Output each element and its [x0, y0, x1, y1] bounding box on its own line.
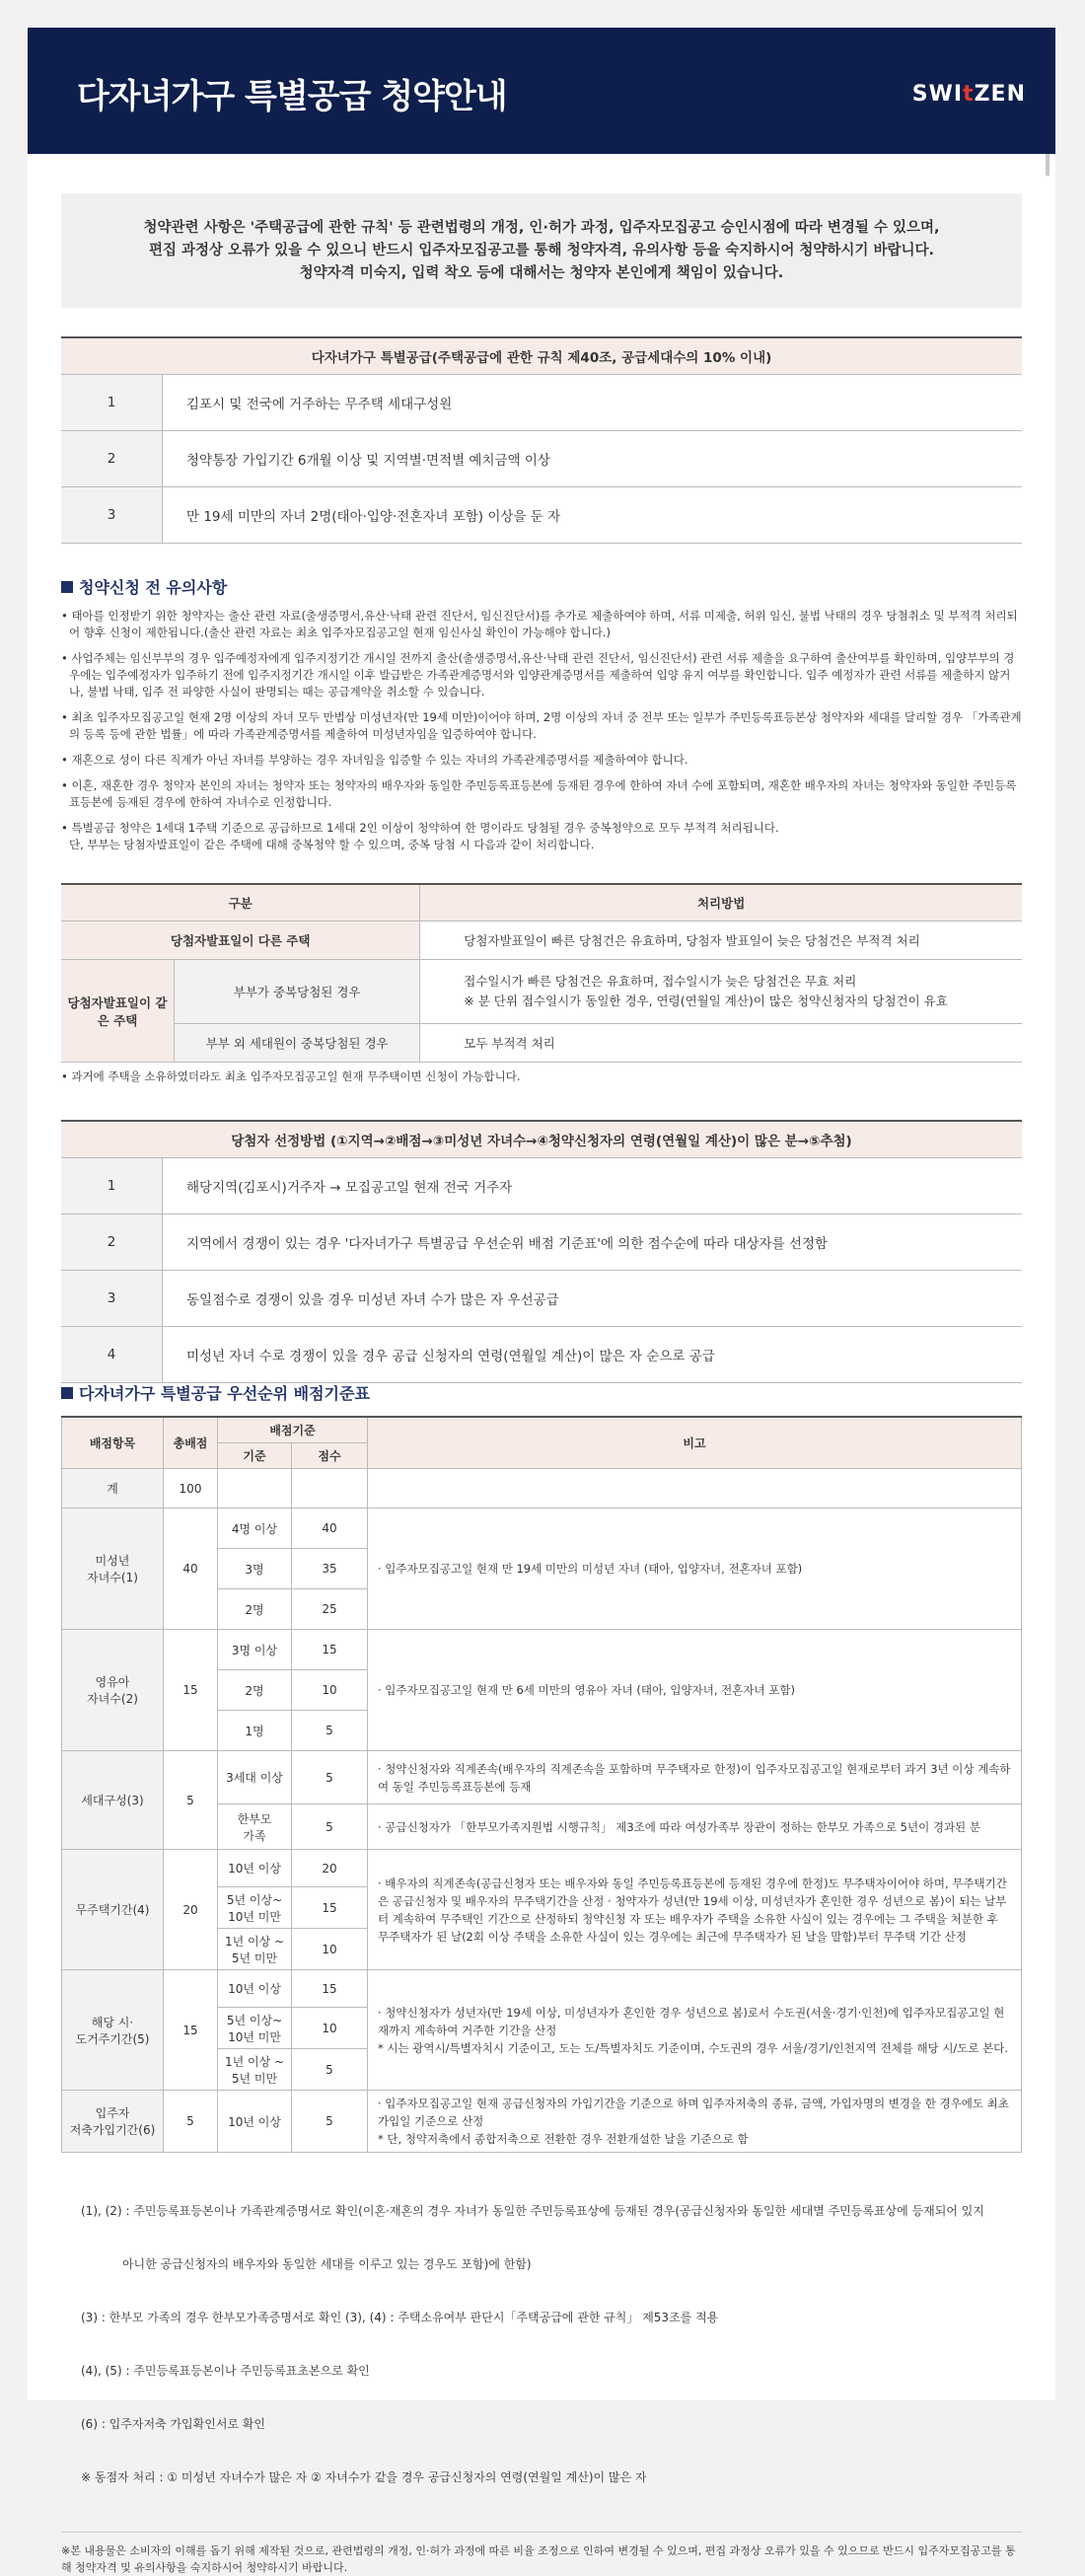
- table-row: 2 청약통장 가입기간 6개월 이상 및 지역별·면적별 예치금액 이상: [61, 431, 1022, 487]
- list-item: • 최초 입주자모집공고일 현재 2명 이상의 자녀 모두 만법상 미성년자(만 19세 미만)이어야 하며, 2명 이상의 자녀 중 전부 또는 일부가 주민등록표등본상 청약자와 세대를 달리할 경우 「가족관계의 등록 등에 관한 법률」에 따라 가족관계증명서를 제출하여 미성년자임을 입증하여야 합니다.: [61, 710, 1022, 741]
- table-row: 계 100: [62, 1469, 1022, 1509]
- score-table: 배점항목 총배점 배점기준 비고 기준 점수 계 100 미성년 자녀수(1) 40 4명 이상 40 · 입주자모집공고일 현재 만 19세 미만의 미성년 자녀 (태아, 입양자녀, 전혼자녀 포함) 3명 35 2명 25 영유아 자녀수(2) 15 3명 이상 15 · 입주자모집공고일 현재 만 6세 미만의 영유아 자녀 (태아, 입양자녀, 전혼자녀 포함) 2명 10 1명 5 세대구성(3) 5 3세대 이상 5 · 청약신청자와 직계존속(배우자의 직계존속을 포함하며 무주택자로 한정)이 입주자모집공고일 현재로부터 과거 3년 이상 계속하여 동일 주민등록표등본에 등재 한부모 가족 5 · 공급신청자가 「한부모가족지원법 시행규칙」 제3조에 따라 여성가족부 장관이 정하는 한부모 가족으로 5년이 경과된 분 무주택기간(4) 20 10년 이상 20 · 배우자의 직계존속(공급신청자 또는 배우자와 동일 주민등록표등본에 등재된 경우에 한정)도 무주택자이어야 하며, 무주택기간은 공급신청자 및 배우자의 무주택기간을 산정 · 청약자가 성년(만 19세 이상, 미성년자가 혼인한 경우 성년으로 봄)이 되는 날부터 계속하여 무주택인 기간으로 산정하되 청약신청 자 또는 배우자가 주택을 소유한 사실이 있는 경우에는 그 주택을 처분한 후 무주택자가 된 날(2회 이상 주택을 소유한 사실이 있는 경우에는 최근에 무주택자가 된 날을 말함)부터 무주택 기간 산정 5년 이상~ 10년 미만 15 1년 이상 ~ 5년 미만 10 해당 시· 도거주기간(5) 15 10년 이상 15 · 청약신청자가 성년자(만 19세 이상, 미성년자가 혼인한 경우 성년으로 봄)로서 수도권(서울·경기·인천)에 입주자모집공고일 현재까지 계속하여 거주한 기간을 산정 * 시는 광역시/특별자치시 기준이고, 도는 도/특별자치도 기준이며, 수도권의 경우 서울/경기/인천지역 전체를 해당 시/도로 본다. 5년 이상~ 10년 미만 10 1년 이상 ~ 5년 미만 5 입주자 저축가입기간(6) 5 10년 이상 5 · 입주자모집공고일 현재 공급신청자의 가입기간을 기준으로 하며 입주자저축의 종류, 금액, 가입자명의 변경을 한 경우에도 최초 가입일 기준으로 산정 * 단, 청약저축에서 종합저축으로 전환한 경우 전환개설한 날을 기준으로 함: [61, 1416, 1022, 2153]
- table-row: 당첨자발표일이 같은 주택 부부가 중복당첨된 경우 접수일시가 빠른 당첨건은 유효하며, 접수일시가 늦은 당첨건은 무효 처리 ※ 분 단위 접수일시가 동일한 경우, 연령(연월일 계산)이 많은 청약신청자의 당첨건이 유효: [61, 960, 1022, 1024]
- table-row: 입주자 저축가입기간(6) 5 10년 이상 5 · 입주자모집공고일 현재 공급신청자의 가입기간을 기준으로 하며 입주자저축의 종류, 금액, 가입자명의 변경을 한 경우에도 최초 가입일 기준으로 산정 * 단, 청약저축에서 종합저축으로 전환한 경우 전환개설한 날을 기준으로 함: [62, 2091, 1022, 2153]
- list-item: • 특별공급 청약은 1세대 1주택 기준으로 공급하므로 1세대 2인 이상이 청약하여 한 명이라도 당첨될 경우 중복청약으로 모두 부적격 처리됩니다. 단, 부부는 당첨자발표일이 같은 주택에 대해 중복청약 할 수 있으며, 중복 당첨 시 다음과 같이 처리합니다.: [61, 821, 779, 851]
- brand-logo: SWItZEN: [911, 82, 1026, 107]
- notice-line: 편집 과정상 오류가 있을 수 있으니 반드시 입주자모집공고를 통해 청약자격, 유의사항 등을 숙지하시어 청약하시기 바랍니다.: [148, 242, 935, 258]
- precaution-list: [61, 608, 1022, 853]
- table-row: 3 만 19세 미만의 자녀 2명(태아·입양·전혼자녀 포함) 이상을 둔 자: [61, 487, 1022, 544]
- square-bullet-icon: [61, 581, 73, 593]
- table-row: 3 동일점수로 경쟁이 있을 경우 미성년 자녀 수가 많은 자 우선공급: [61, 1271, 1022, 1327]
- table-row: 영유아 자녀수(2) 15 3명 이상 15 · 입주자모집공고일 현재 만 6세 미만의 영유아 자녀 (태아, 입양자녀, 전혼자녀 포함): [62, 1630, 1022, 1670]
- notice-box: [61, 193, 1022, 308]
- eligibility-section: [61, 336, 1022, 544]
- header-banner: [28, 28, 1055, 154]
- page: [28, 28, 1055, 2574]
- selection-section: [61, 1120, 1022, 1383]
- eligibility-title: 다자녀가구 특별공급(주택공급에 관한 규칙 제40조, 공급세대수의 10% 이내): [61, 337, 1022, 375]
- table-row: 미성년 자녀수(1) 40 4명 이상 40 · 입주자모집공고일 현재 만 19세 미만의 미성년 자녀 (태아, 입양자녀, 전혼자녀 포함): [62, 1509, 1022, 1549]
- duplicate-footnote: • 과거에 주택을 소유하였더라도 최초 입주자모집공고일 현재 무주택이면 신청이 가능합니다.: [61, 1069, 521, 1083]
- square-bullet-icon: [61, 1387, 73, 1399]
- table-row: 무주택기간(4) 20 10년 이상 20 · 배우자의 직계존속(공급신청자 또는 배우자와 동일 주민등록표등본에 등재된 경우에 한정)도 무주택자이어야 하며, 무주택기간은 공급신청자 및 배우자의 무주택기간을 산정 · 청약자가 성년(만 19세 이상, 미성년자가 혼인한 경우 성년으로 봄)이 되는 날부터 계속하여 무주택인 기간으로 산정하되 청약신청 자 또는 배우자가 주택을 소유한 사실이 있는 경우에는 그 주택을 처분한 후 무주택자가 된 날(2회 이상 주택을 소유한 사실이 있는 경우에는 최근에 무주택자가 된 날을 말함)부터 무주택 기간 산정: [62, 1850, 1022, 1887]
- table-row: 2 지역에서 경쟁이 있는 경우 '다자녀가구 특별공급 우선순위 배점 기준표'에 의한 점수순에 따라 대상자를 선정함: [61, 1214, 1022, 1271]
- notice-line: 청약자격 미숙지, 입력 착오 등에 대해서는 청약자 본인에게 책임이 있습니다.: [299, 264, 784, 281]
- table-row: 1 김포시 및 전국에 거주하는 무주택 세대구성원: [61, 375, 1022, 431]
- list-item: • 재혼으로 성이 다른 직계가 아닌 자녀를 부양하는 경우 자녀임을 입증할 수 있는 자녀의 가족관계증명서를 제출하여야 합니다.: [61, 753, 688, 767]
- page-title: 다자녀가구 특별공급 청약안내: [77, 77, 507, 116]
- precautions-section: [61, 575, 1022, 862]
- table-row: 해당 시· 도거주기간(5) 15 10년 이상 15 · 청약신청자가 성년자(만 19세 이상, 미성년자가 혼인한 경우 성년으로 봄)로서 수도권(서울·경기·인천)에 입주자모집공고일 현재까지 계속하여 거주한 기간을 산정 * 시는 광역시/특별자치시 기준이고, 도는 도/특별자치도 기준이며, 수도권의 경우 서울/경기/인천지역 전체를 해당 시/도로 본다.: [62, 1970, 1022, 2008]
- selection-table: [61, 1120, 1022, 1383]
- score-section: [61, 1381, 1022, 2576]
- score-notes: (1), (2) : 주민등록표등본이나 가족관계증명서로 확인(이혼·재혼의 경우 자녀가 동일한 주민등록표상에 등재된 경우(공급신청자와 동일한 세대별 주민등록표상에 등재되어 있지 아니한 공급신청자의 배우자와 동일한 세대를 이루고 있는 경우도 포함)에 한함) (3) : 한부모 가족의 경우 한부모가족증명서로 확인 (3), (4) : 주택소유여부 판단시「주택공급에 관한 규칙」 제53조를 적용 (4), (5) : 주민등록표등본이나 주민등록표초본으로 확인 (6) : 입주자저축 가입확인서로 확인 ※ 동점자 처리 : ① 미성년 자녀수가 많은 자 ② 자녀수가 같을 경우 공급신청자의 연령(연월일 계산)이 많은 자: [81, 2204, 984, 2484]
- section-heading: 다자녀가구 특별공급 우선순위 배점기준표: [61, 1381, 1022, 1404]
- selection-title: 당첨자 선정방법 (①지역→②배점→③미성년 자녀수→④청약신청자의 연령(연월일 계산)이 많은 분→⑤추첨): [61, 1121, 1022, 1158]
- disclaimer: ※본 내용물은 소비자의 이해를 돕기 위해 제작된 것으로, 관련법령의 개정, 인·허가 과정에 따른 비율 조정으로 인하여 변경될 수 있으며, 편집 과정상 오류가 있을 수 있으므로 반드시 입주자모집공고를 통해 청약자격 및 유의사항을 숙지하시어 청약하시기 바랍니다.: [61, 2544, 1016, 2574]
- section-heading: 청약신청 전 유의사항: [61, 575, 1022, 598]
- notice-line: 청약관련 사항은 '주택공급에 관한 규칙' 등 관련법령의 개정, 인·허가 과정, 입주자모집공고 승인시점에 따라 변경될 수 있으며,: [143, 219, 940, 236]
- table-row: 1 해당지역(김포시)거주자 → 모집공고일 현재 전국 거주자: [61, 1158, 1022, 1214]
- duplicate-table: 구분 처리방법 당첨자발표일이 다른 주택 당첨자발표일이 빠른 당첨건은 유효하며, 당첨자 발표일이 늦은 당첨건은 부적격 처리 당첨자발표일이 같은 주택 부부가 중복당첨된 경우 접수일시가 빠른 당첨건은 유효하며, 접수일시가 늦은 당첨건은 무효 처리 ※ 분 단위 접수일시가 동일한 경우, 연령(연월일 계산)이 많은 청약신청자의 당첨건이 유효 부부 외 세대원이 중복당첨된 경우 모두 부적격 처리: [61, 883, 1022, 1063]
- table-row: 4 미성년 자녀 수로 경쟁이 있을 경우 공급 신청자의 연령(연월일 계산)이 많은 자 순으로 공급: [61, 1327, 1022, 1383]
- list-item: • 태아를 인정받기 위한 청약자는 출산 관련 자료(출생증명서,유산·낙태 관련 진단서, 임신진단서)를 추가로 제출하여야 하며, 서류 미제출, 허위 임신, 불법 낙태의 경우 당첨취소 및 부적격 처리되어 향후 신청이 제한됩니다.(출산 관련 자료는 최초 입주자모집공고일 현재 임신사실 확인이 가능해야 합니다.): [61, 609, 1018, 639]
- duplicate-section: [61, 883, 1022, 1085]
- list-item: • 사업주체는 임신부부의 경우 입주예정자에게 입주지정기간 개시일 전까지 출산(출생증명서,유산·낙태 관련 진단서, 임신진단서) 관련 서류 제출을 요구하여 출산여부를 확인하며, 입양부부의 경우에는 입주예정자가 입주하기 전에 입주지정기간 개시일 이후 발급받은 가족관계증명서와 입양관계증명서를 제출하여 입양 유지 여부를 확인합니다. 입주 예정자가 관련 서류를 제출하지 않거나, 불법 낙태, 입주 전 파양한 사실이 판명되는 때는 공급계약을 취소할 수 있습니다.: [61, 651, 1015, 699]
- eligibility-table: [61, 336, 1022, 544]
- table-row: 세대구성(3) 5 3세대 이상 5 · 청약신청자와 직계존속(배우자의 직계존속을 포함하며 무주택자로 한정)이 입주자모집공고일 현재로부터 과거 3년 이상 계속하여 동일 주민등록표등본에 등재: [62, 1751, 1022, 1804]
- table-row: 부부 외 세대원이 중복당첨된 경우 모두 부적격 처리: [61, 1024, 1022, 1063]
- table-row: 당첨자발표일이 다른 주택 당첨자발표일이 빠른 당첨건은 유효하며, 당첨자 발표일이 늦은 당첨건은 부적격 처리: [61, 921, 1022, 960]
- list-item: • 이혼, 재혼한 경우 청약자 본인의 자녀는 청약자 또는 청약자의 배우자와 동일한 주민등록표등본에 등재된 경우에 한하여 자녀 수에 포함되며, 재혼한 배우자의 자녀는 청약자와 동일한 주민등록표등본에 등재된 경우에 한하여 자녀수로 인정합니다.: [61, 778, 1017, 809]
